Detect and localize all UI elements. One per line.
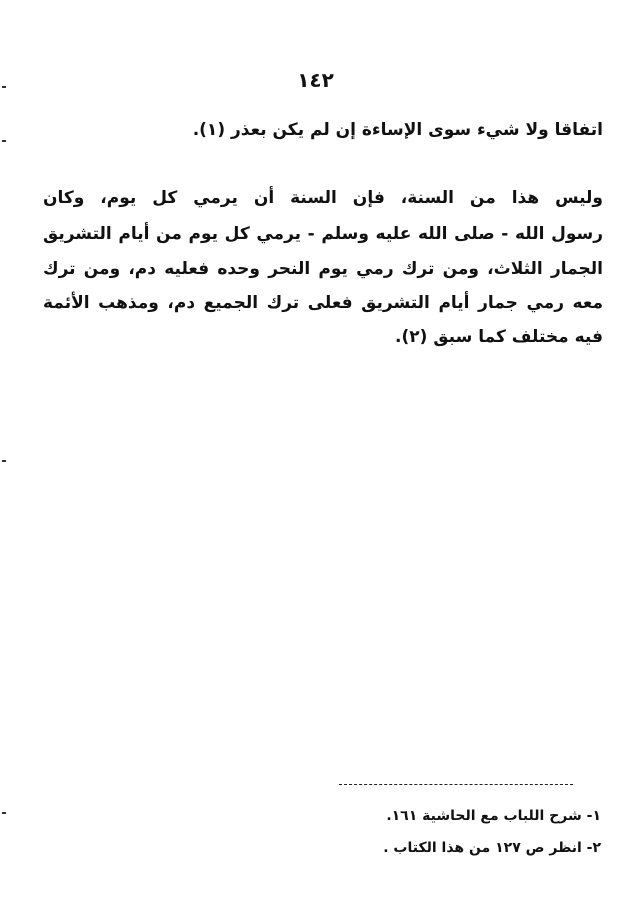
scan-edge-mark (2, 86, 6, 88)
continuation-line: اتفاقا ولا شيء سوى الإساءة إن لم يكن بعذر (١). (192, 120, 603, 140)
footnote-1: ١- شرح اللباب مع الحاشية ١٦١. (386, 808, 601, 824)
body-line-4: معه رمي جمار أيام التشريق فعلى ترك الجميع دم، ومذهب الأئمة (43, 293, 603, 313)
body-line-2: رسول الله - صلى الله عليه وسلم - يرمي كل يوم من أيام التشريق (43, 224, 603, 244)
body-line-5: فيه مختلف كما سبق (٢). (395, 327, 603, 347)
body-line-1: وليس هذا من السنة، فإن السنة أن يرمي كل يوم، وكان (43, 188, 603, 208)
body-line-3: الجمار الثلاث، ومن ترك رمي يوم النحر وحده فعليه دم، ومن ترك (43, 259, 603, 279)
footnote-separator (339, 784, 573, 785)
page-number: ١٤٢ (297, 68, 334, 92)
footnote-2: ٢- انظر ص ١٢٧ من هذا الكتاب . (383, 840, 601, 856)
scan-edge-mark (2, 140, 6, 142)
scan-edge-mark (2, 812, 6, 814)
scan-edge-mark (2, 460, 6, 462)
